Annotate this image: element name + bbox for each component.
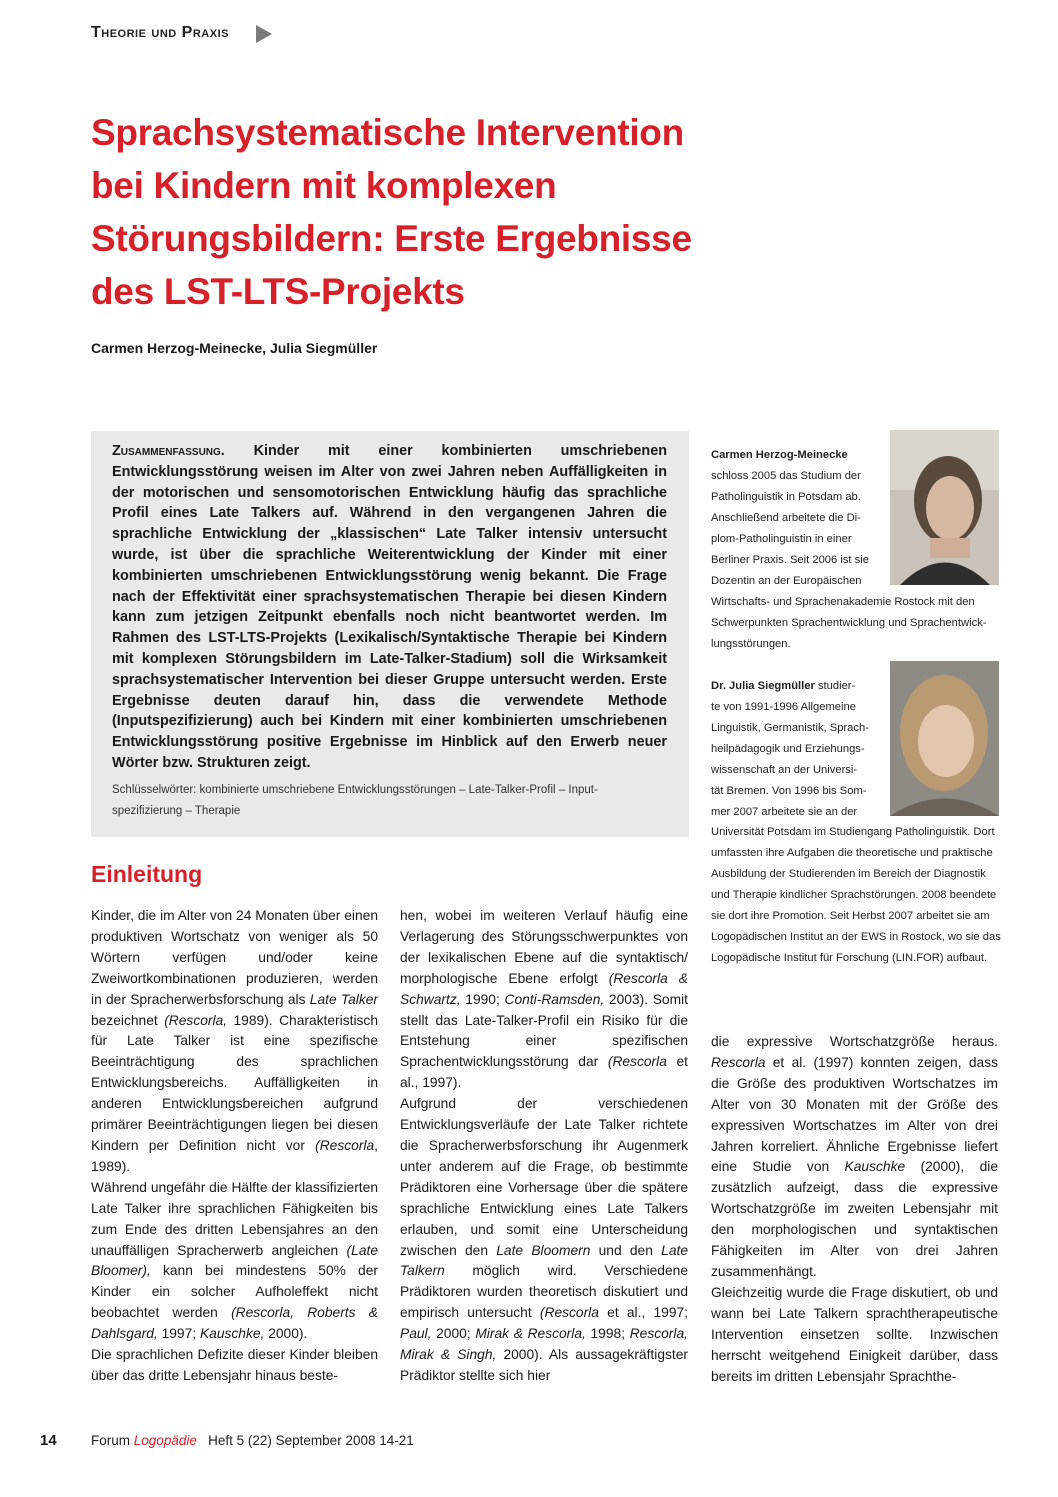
- keywords: Schlüsselwörter: kombinierte umschriebene Entwicklungsstörungen – Late-Talker-Profil – Input-spezifizierung – Therapie: [112, 784, 598, 817]
- bio-line: sie dort ihre Promotion. Seit Herbst 2007 arbeitet sie am: [711, 910, 990, 922]
- bio-line: te von 1991-1996 Allgemeine: [711, 701, 856, 713]
- bio-line: heilpädagogik und Erziehungs-: [711, 743, 865, 755]
- bio-line: wissenschaft an der Universi-: [711, 764, 858, 776]
- body-paragraph: die expressive Wortschatzgröße heraus. Rescorla et al. (1997) konnten zeigen, dass die Größe des produktiven Wortschatzes im Alter von 30 Monaten mit der Größe des expressiven Wortschatzes im Alter von drei Jahren korreliert. Ähnliche Ergebnisse liefert eine Studie von Kauschke (2000), die zusätzlich aufzeigt, dass die expressive Wortschatzgröße im zweiten Lebensjahr mit den morphologischen und syntaktischen Fähigkeiten im Alter von drei Jahren zusammenhängt.: [711, 1034, 998, 1279]
- bio-siegmueller-cont: [711, 822, 1011, 969]
- bio-line: Berliner Praxis. Seit 2006 ist sie: [711, 554, 869, 566]
- body-paragraph: hen, wobei im weiteren Verlauf häufig eine Verlagerung des Störungsschwerpunktes von der lexikalischen Ebene auf die syntaktisch/ morphologische Ebene erfolgt (Rescorla & Schwartz, 1990; Conti-Ramsden, 2003). Somit stellt das Late-Talker-Profil ein Risiko für die Entstehung einer spezifischen Sprachentwicklungsstörung dar (Rescorla et al., 1997).: [400, 908, 688, 1091]
- abstract-body: Kinder mit einer kombinierten umschriebenen Entwicklungsstörung weisen im Alter von zwei Jahren neben Auffälligkeiten in der motorischen und sensomotorischen Entwicklung häufig das sprachliche Profil eines Late Talkers auf. Während in den vergangenen Jahren die sprachliche Entwicklung der „klassischen“ Late Talker intensiv untersucht wurde, ist über die sprachliche Weiterentwicklung der Kinder mit einer kombinierten umschriebenen Entwicklungsstörung wenig bekannt. Die Frage nach der Effektivität einer sprachsystematischen Therapie bei diesen Kindern kann zum jetzigen Zeitpunkt ebenfalls noch nicht beantwortet werden. Im Rahmen des LST-LTS-Projekts (Lexikalisch/Syntaktische Therapie bei Kindern mit komplexen Störungsbildern im Late-Talker-Stadium) soll die Wirksamkeit sprachsystematischer Intervention bei dieser Gruppe untersucht werden. Erste Ergebnisse deuten darauf hin, dass die verwendete Methode (Inputspezifizierung) auch bei Kindern mit einer kombinierten umschriebenen Entwicklungsstörung positive Ergebnisse im Hinblick auf den Erwerb neuer Wörter bzw. Strukturen zeigt.: [112, 443, 667, 771]
- body-paragraph: Gleichzeitig wurde die Frage diskutiert, ob und wann bei Late Talkern sprachtherapeutische Intervention einsetzen sollte. Inzwischen herrscht weitgehend Einigkeit darüber, dass bereits im dritten Lebensjahr Sprachthe-: [711, 1284, 998, 1384]
- bio-line: mer 2007 arbeitete sie an der: [711, 806, 858, 818]
- bio-line: Logopädischen Institut an der EWS in Rostock, wo sie das: [711, 931, 1001, 943]
- title-line: des LST-LTS-Projekts: [91, 271, 465, 312]
- bio-line: Wirtschafts- und Sprachenakademie Rostock mit den: [711, 596, 975, 608]
- bio-line: Schwerpunkten Sprachentwicklung und Sprachentwick-: [711, 617, 987, 629]
- journal-prefix: Forum: [91, 1433, 131, 1448]
- bio-line: plom-Patholinguistin in einer: [711, 533, 852, 545]
- body-column-3: [711, 1032, 998, 1387]
- bio-line: Universität Potsdam im Studiengang Patholinguistik. Dort: [711, 826, 995, 838]
- page-number: 14: [40, 1432, 57, 1449]
- bio-line: und Therapie kindlicher Sprachstörungen. 2008 beendete: [711, 889, 997, 901]
- section-heading-einleitung: Einleitung: [91, 861, 203, 887]
- bio-line: umfassten ihre Aufgaben die theoretische und praktische: [711, 847, 993, 859]
- bio-line: Dozentin an der Europäischen: [711, 575, 862, 587]
- section-arrow-icon: [256, 25, 272, 43]
- bio-line: tät Bremen. Von 1996 bis Som-: [711, 785, 867, 797]
- bio-herzog-meinecke: [711, 445, 886, 592]
- body-column-1: [91, 906, 378, 1387]
- section-label: Theorie und Praxis: [91, 24, 229, 41]
- body-paragraph: Aufgrund der verschiedenen Entwicklungsverläufe der Late Talker richtete die Spracherwerbsforschung ihr Augenmerk unter anderem auf die Frage, ob bestimmte Prädiktoren eine Vorhersage über die spätere sprachliche Entwicklung eines Late Talkers erlauben, und somit eine Unterscheidung zwischen den Late Bloomern und den Late Talkern möglich wird. Verschiedene Prädiktoren wurden theoretisch diskutiert und empirisch untersucht (Rescorla et al., 1997; Paul, 2000; Mirak & Rescorla, 1998; Rescorla, Mirak & Singh, 2000). Als aussagekräftigster Prädiktor stellte sich hier: [400, 1096, 689, 1383]
- footer-journal: [91, 1433, 414, 1448]
- article-title: [91, 106, 711, 318]
- body-paragraph: Während ungefähr die Hälfte der klassifizierten Late Talker ihre sprachlichen Fähigkeiten bis zum Ende des dritten Lebensjahres an den unauffälligen Spracherwerb angleichen (Late Bloomer), kann bei mindestens 50% der Kinder ein solcher Aufholeffekt nicht beobachtet werden (Rescorla, Roberts & Dahlsgard, 1997; Kauschke, 2000).: [91, 1179, 378, 1342]
- bio-line: Logopädische Institut für Forschung (LIN.FOR) aufbaut.: [711, 952, 988, 964]
- bio-name: Dr. Julia Siegmüller: [711, 680, 815, 692]
- title-line: Sprachsystematische Intervention: [91, 112, 684, 153]
- bio-name: Carmen Herzog-Meinecke: [711, 449, 848, 461]
- journal-issue: Heft 5 (22) September 2008 14-21: [208, 1433, 414, 1448]
- journal-brand: Logopädie: [133, 1433, 197, 1448]
- bio-line: studier-: [814, 680, 856, 692]
- abstract-lead: Zusammenfassung.: [112, 443, 225, 459]
- bio-line: schloss 2005 das Studium der: [711, 470, 861, 482]
- bio-herzog-meinecke-cont: [711, 592, 1011, 655]
- body-column-2: [400, 906, 688, 1387]
- bio-line: lungsstörungen.: [711, 638, 791, 650]
- title-line: bei Kindern mit komplexen: [91, 165, 557, 206]
- bio-line: Anschließend arbeitete die Di-: [711, 512, 861, 524]
- title-line: Störungsbildern: Erste Ergebnisse: [91, 218, 692, 259]
- bio-siegmueller: [711, 676, 886, 823]
- abstract-text: [112, 441, 667, 774]
- bio-line: Ausbildung der Studierenden im Bereich der Diagnostik: [711, 868, 986, 880]
- bio-line: Linguistik, Germanistik, Sprach-: [711, 722, 869, 734]
- author-photo-siegmueller: [890, 661, 999, 816]
- body-paragraph: Die sprachlichen Defizite dieser Kinder bleiben über das dritte Lebensjahr hinaus beste-: [91, 1347, 378, 1383]
- author-photo-herzog-meinecke: [890, 430, 999, 585]
- bio-line: Patholinguistik in Potsdam ab.: [711, 491, 861, 503]
- article-authors: Carmen Herzog-Meinecke, Julia Siegmüller: [91, 340, 378, 356]
- body-paragraph: Kinder, die im Alter von 24 Monaten über einen produktiven Wortschatz von weniger als 50 Wörtern verfügen und/oder keine Zweiwortkombinationen produzieren, werden in der Spracherwerbsforschung als Late Talker bezeichnet (Rescorla, 1989). Charakteristisch für Late Talker ist eine spezifische Beeinträchtigung des sprachlichen Entwicklungsbereichs. Auffälligkeiten in anderen Entwicklungsbereichen aufgrund primärer Beeinträchtigungen liegen bei diesen Kindern per Definition nicht vor (Rescorla, 1989).: [91, 908, 378, 1174]
